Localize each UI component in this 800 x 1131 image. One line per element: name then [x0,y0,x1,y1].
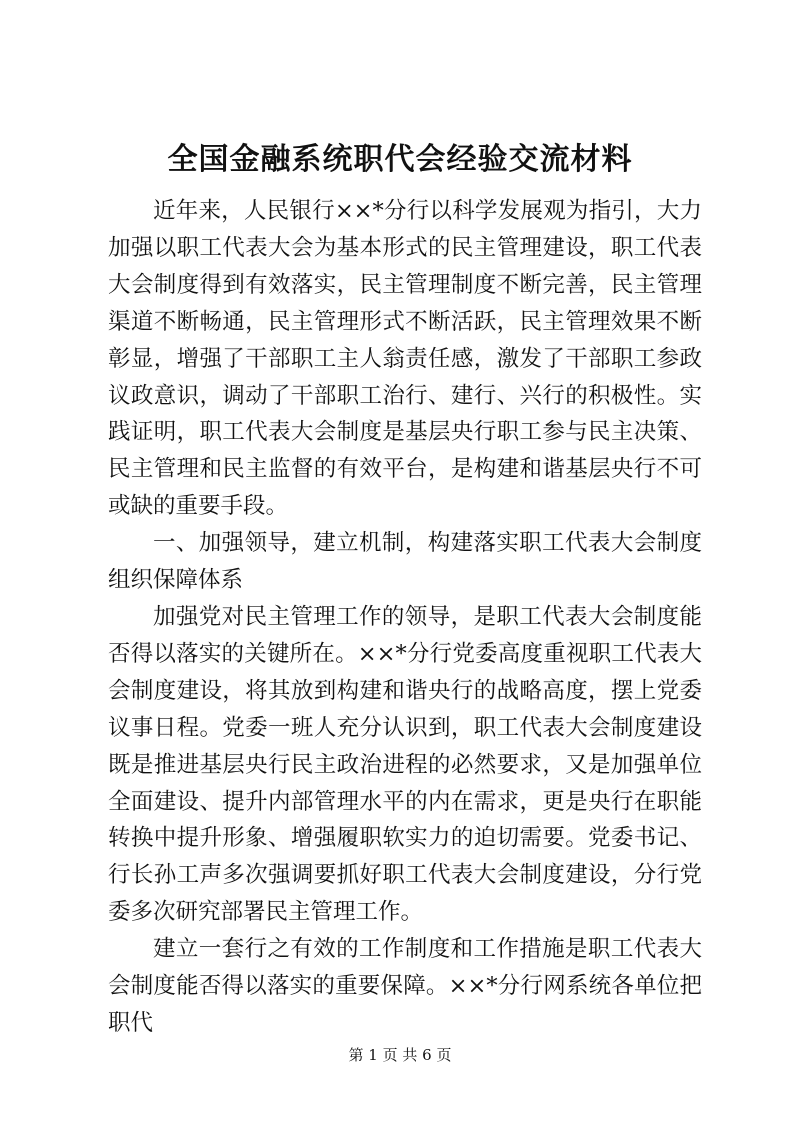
document-body [108,193,702,1042]
paragraph-leadership: 加强党对民主管理工作的领导，是职工代表大会制度能否得以落实的关键所在。××*分行党委高度重视职工代表大会制度建设，将其放到构建和谐央行的战略高度，摆上党委议事日程。党委一班人充分认识到，职工代表大会制度建设既是推进基层央行民主政治进程的必然要求，又是加强单位全面建设、提升内部管理水平的内在需求，更是央行在职能转换中提升形象、增强履职软实力的迫切需要。党委书记、行长孙工声多次强调要抓好职工代表大会制度建设，分行党委多次研究部署民主管理工作。 [108,603,702,926]
paragraph-intro: 近年来，人民银行××*分行以科学发展观为指引，大力加强以职工代表大会为基本形式的民主管理建设，职工代表大会制度得到有效落实，民主管理制度不断完善，民主管理渠道不断畅通，民主管理形式不断活跃，民主管理效果不断彰显，增强了干部职工主人翁责任感，激发了干部职工参政议政意识，调动了干部职工治行、建行、兴行的积极性。实践证明，职工代表大会制度是基层央行职工参与民主决策、民主管理和民主监督的有效平台，是构建和谐基层央行不可或缺的重要手段。 [108,198,702,520]
paragraph-mechanism: 建立一套行之有效的工作制度和工作措施是职工代表大会制度能否得以落实的重要保障。××*分行网系统各单位把职代 [108,936,702,1036]
page-title: 全国金融系统职代会经验交流材料 [167,142,633,177]
page-number-footer: 第 1 页 共 6 页 [348,1046,452,1064]
section-heading-1: 一、加强领导，建立机制，构建落实职工代表大会制度组织保障体系 [108,530,702,594]
